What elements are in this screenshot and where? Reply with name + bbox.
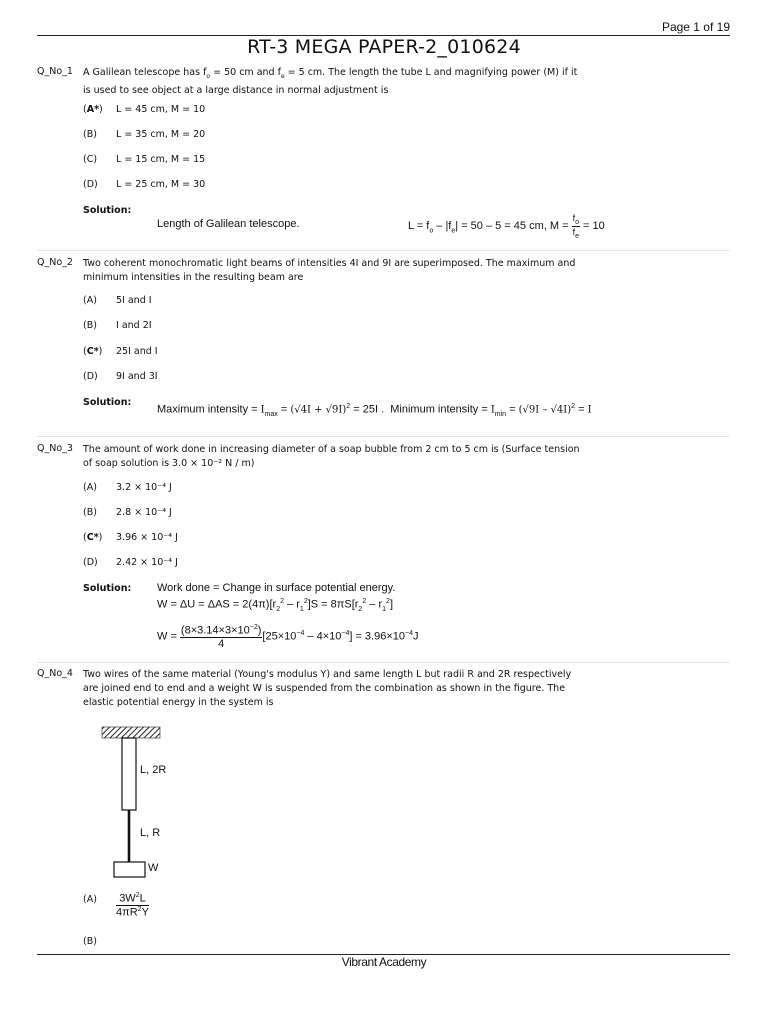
solution-equation: $W = \Delta U = \Delta AS = 2(4\pi)[r_2^2 - r_1^2]S = 8\pi S[r_2^2 - r_1^2]$ xyxy=(157,598,394,613)
option-text: L = 15 cm, M = 15 xyxy=(116,154,206,165)
question-number: Q_No_1 xyxy=(37,66,73,77)
option-text: 9I and 3I xyxy=(116,371,158,382)
wire-figure xyxy=(95,724,205,880)
solution-label: Solution: xyxy=(83,583,132,594)
option-text: L = 25 cm, M = 30 xyxy=(116,179,206,190)
option-label: (C*) xyxy=(83,346,103,357)
question-number: Q_No_3 xyxy=(37,443,73,454)
footer-text: Vibrant Academy xyxy=(341,955,427,969)
thick-wire xyxy=(122,738,136,810)
weight-label: W xyxy=(148,862,159,874)
option-text: 2.8 × 10⁻⁴ J xyxy=(116,507,172,518)
solution-label: Solution: xyxy=(83,205,132,216)
option-text: 3.2 × 10⁻⁴ J xyxy=(116,482,172,493)
solution-label: Solution: xyxy=(83,397,132,408)
question-divider xyxy=(37,662,730,663)
option-text: 5I and I xyxy=(116,295,152,306)
option-label: (D) xyxy=(83,557,98,568)
question-number: Q_No_2 xyxy=(37,257,73,268)
page-number: Page 1 of 19 xyxy=(661,20,730,34)
solution-text: Length of Galilean telescope. xyxy=(157,218,300,230)
option-label: (C) xyxy=(83,154,98,165)
option-formula: $\frac{3W^2L}{4\pi R^2Y}$ xyxy=(116,892,149,919)
option-label: (A) xyxy=(83,482,97,493)
option-label: (B) xyxy=(83,507,97,518)
option-text: L = 35 cm, M = 20 xyxy=(116,129,206,140)
question-text: Two wires of the same material (Young's modulus Y) and same length L but radii R and 2R respectively are joined end to end and a weight W is suspended from the combination as shown in the figure. The elastic potential energy in the system is xyxy=(83,669,572,708)
solution-equation: Maximum intensity = $I_{max} = (√4I + √9I)^2 = 25I$ . Minimum intensity = $I_{min} = (√9I - √4I)^2 = I$ xyxy=(157,403,592,418)
option-label: (A) xyxy=(83,894,97,905)
option-text: 2.42 × 10⁻⁴ J xyxy=(116,557,178,568)
ceiling-support xyxy=(102,727,160,738)
question-text: The amount of work done in increasing diameter of a soap bubble from 2 cm to 5 cm is (Surface tension of soap solution is 3.0 × 10⁻² N / m) xyxy=(83,444,580,469)
option-label: (A) xyxy=(83,295,97,306)
option-text: I and 2I xyxy=(116,320,152,331)
solution-equation: W = $\frac{(8\times 3.14\times 3\times 10^{-2})}{4}$ $[25\times 10^{-4} - 4\times 10^{-4}] = 3.96\times 10^{-4}J$ xyxy=(157,624,419,650)
weight-block xyxy=(114,862,145,877)
question-divider xyxy=(37,436,730,437)
question-text: A Galilean telescope has $f_o = 50$ cm and $f_e = 5$ cm. The length the tube L and magnifying power (M) if it is used to see object at a large distance in normal adjustment is xyxy=(83,67,578,96)
option-label: (A*) xyxy=(83,104,103,115)
option-text: L = 45 cm, M = 10 xyxy=(116,104,206,115)
question-text: Two coherent monochromatic light beams of intensities 4I and 9I are superimposed. The maximum and minimum intensities in the resulting beam are xyxy=(83,258,576,283)
option-label: (B) xyxy=(83,320,97,331)
option-label: (D) xyxy=(83,371,98,382)
option-label: (D) xyxy=(83,179,98,190)
option-label: (B) xyxy=(83,129,97,140)
option-text: 3.96 × 10⁻⁴ J xyxy=(116,532,178,543)
lower-wire-label: L, R xyxy=(140,827,161,839)
option-text: 25I and I xyxy=(116,346,158,357)
option-label: (C*) xyxy=(83,532,103,543)
question-divider xyxy=(37,250,730,251)
question-number: Q_No_4 xyxy=(37,668,73,679)
option-label: (B) xyxy=(83,936,97,947)
upper-wire-label: L, 2R xyxy=(140,764,167,776)
solution-text: Work done = Change in surface potential energy. xyxy=(157,582,396,594)
paper-title: RT-3 MEGA PAPER-2_010624 xyxy=(247,36,521,58)
solution-equation: $L = f_o - |f_e| = 50 - 5 = 45$ cm, M = $\frac{f_o}{f_e}$ = 10 xyxy=(408,213,605,240)
